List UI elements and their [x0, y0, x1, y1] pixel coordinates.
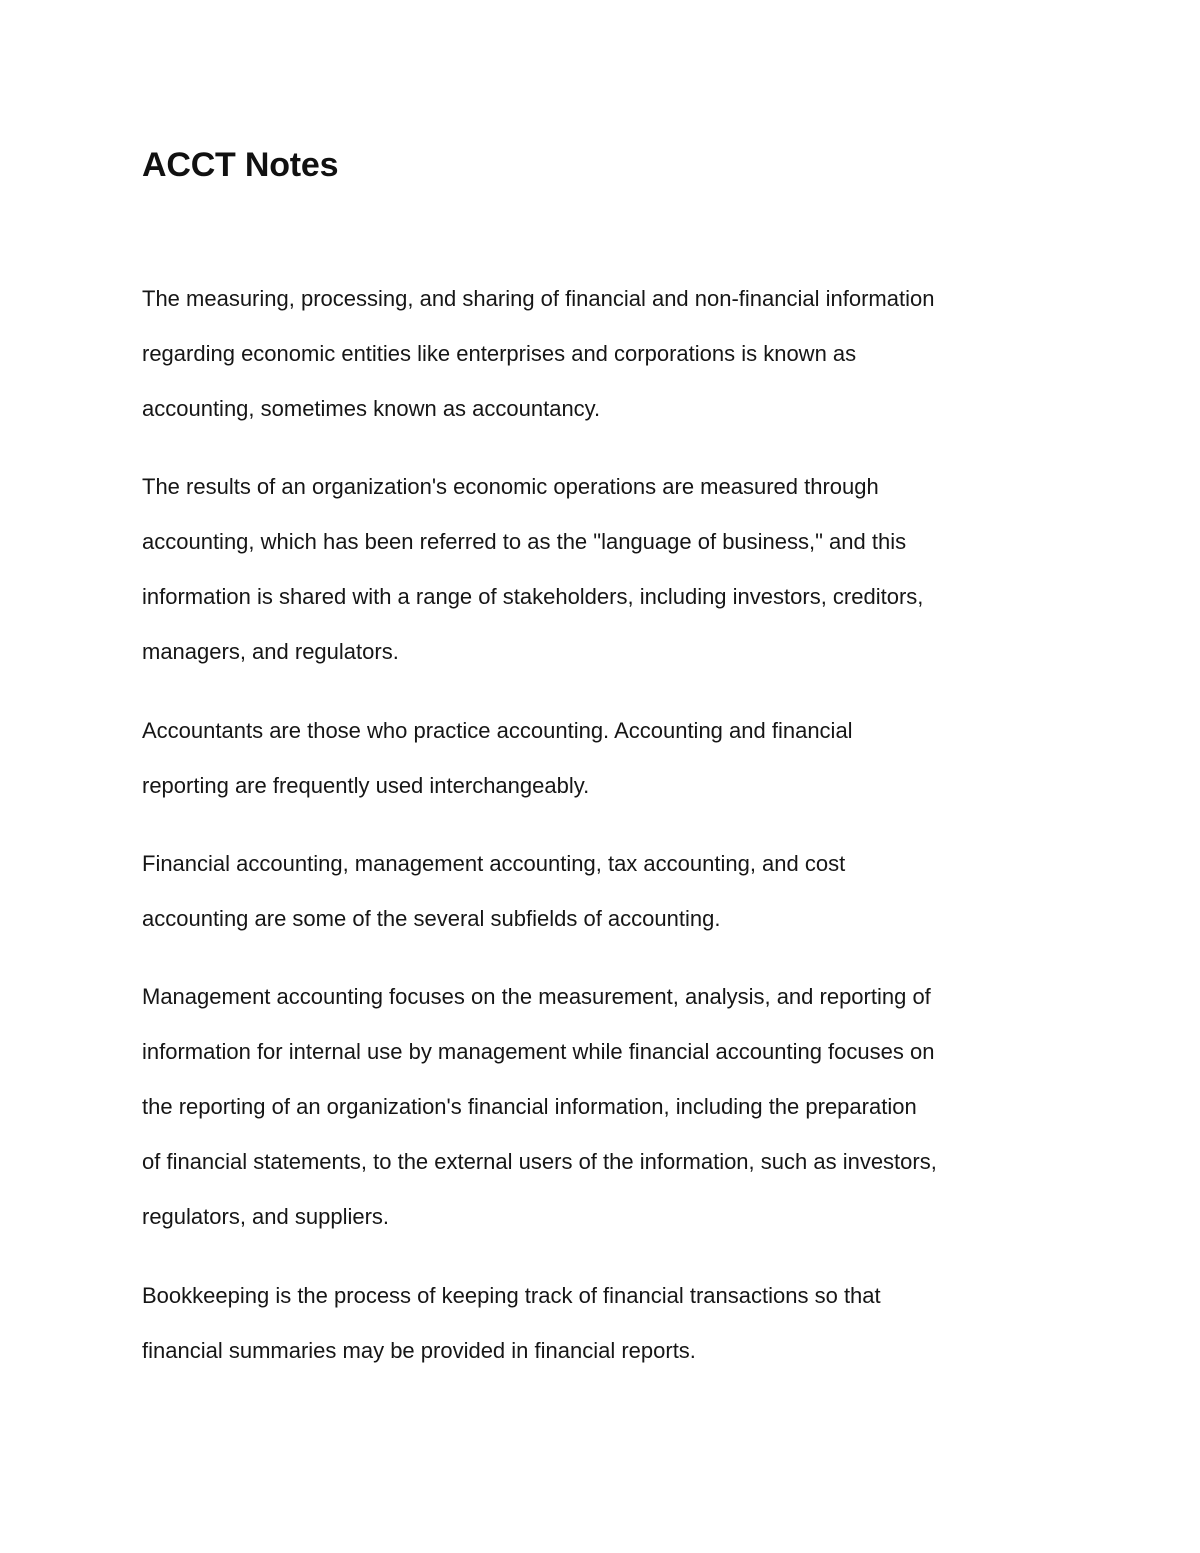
paragraph-line: The measuring, processing, and sharing of financial and non-financial information: [142, 286, 935, 311]
paragraph-line: accounting, sometimes known as accountancy.: [142, 396, 601, 421]
paragraph-management-vs-financial: [142, 969, 937, 1244]
paragraph-line: information for internal use by management while financial accounting focuses on: [142, 1039, 935, 1064]
paragraph-line: Financial accounting, management accounting, tax accounting, and cost: [142, 851, 846, 876]
paragraph-accountants: [142, 703, 853, 813]
document-title: ACCT Notes: [142, 146, 339, 184]
paragraph-line: regulators, and suppliers.: [142, 1204, 390, 1229]
paragraph-language-of-business: [142, 459, 923, 679]
paragraph-line: regarding economic entities like enterprises and corporations is known as: [142, 341, 857, 366]
paragraph-line: financial summaries may be provided in financial reports.: [142, 1338, 696, 1363]
paragraph-line: managers, and regulators.: [142, 639, 399, 664]
paragraph-line: of financial statements, to the external users of the information, such as investors,: [142, 1149, 937, 1174]
paragraph-line: accounting, which has been referred to as the "language of business," and this: [142, 529, 907, 554]
paragraph-bookkeeping: [142, 1268, 881, 1378]
paragraph-line: the reporting of an organization's financial information, including the preparation: [142, 1094, 917, 1119]
paragraph-subfields: [142, 836, 845, 946]
paragraph-line: Bookkeeping is the process of keeping track of financial transactions so that: [142, 1283, 881, 1308]
paragraph-line: accounting are some of the several subfields of accounting.: [142, 906, 721, 931]
paragraph-line: The results of an organization's economic operations are measured through: [142, 474, 879, 499]
paragraph-line: information is shared with a range of stakeholders, including investors, creditors,: [142, 584, 924, 609]
paragraph-accounting-definition: [142, 271, 934, 436]
paragraph-line: Accountants are those who practice accounting. Accounting and financial: [142, 718, 853, 743]
paragraph-line: reporting are frequently used interchangeably.: [142, 773, 590, 798]
paragraph-line: Management accounting focuses on the measurement, analysis, and reporting of: [142, 984, 931, 1009]
